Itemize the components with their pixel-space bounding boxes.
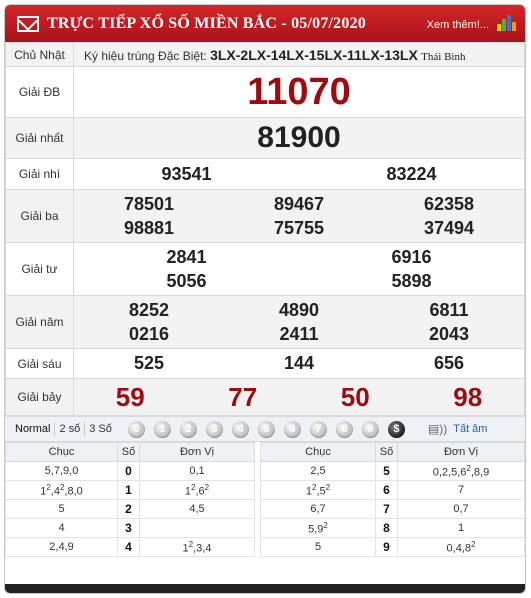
column-header: Số: [376, 443, 398, 462]
loto-row: [6, 538, 525, 557]
results-table: [5, 42, 525, 416]
special-code-value: 3LX-2LX-14LX-15LX-11LX-13LX: [210, 46, 418, 63]
digit-button[interactable]: 2: [180, 421, 197, 438]
prize-number: 2043: [428, 324, 470, 344]
loto-cell: 5: [261, 538, 376, 557]
digit-button[interactable]: 3: [206, 421, 223, 438]
prize-1-number: 81900: [74, 118, 525, 159]
loto-cell: 7: [398, 481, 525, 500]
loto-cell: $1^2,5^2$: [261, 481, 376, 500]
prize-number: 6811: [429, 300, 469, 320]
prize-number: 2841: [166, 247, 207, 267]
results-widget: [4, 4, 526, 594]
column-header: Đơn Vị: [398, 443, 525, 462]
prize-number: 62358: [423, 194, 475, 214]
filter-3-digits[interactable]: 3 Số: [89, 423, 112, 435]
loto-cell: [140, 519, 255, 538]
digit-button[interactable]: 9: [362, 421, 379, 438]
prize-number: 98881: [123, 218, 175, 238]
loto-cell: 6,7: [261, 500, 376, 519]
digit-button[interactable]: 1: [154, 421, 171, 438]
loto-head-digit: 3: [118, 519, 140, 538]
loto-head-digit: 1: [118, 481, 140, 500]
digit-button[interactable]: 5: [258, 421, 275, 438]
loto-cell: 0,7: [398, 500, 525, 519]
prize-number: 8252: [128, 300, 170, 320]
prize-number: 78501: [123, 194, 175, 214]
column-header: Chục: [261, 443, 376, 462]
loto-cell: 0,1: [140, 462, 255, 481]
digit-button[interactable]: 8: [336, 421, 353, 438]
loto-head-digit: 9: [376, 538, 398, 557]
prize-5-label: Giải năm: [6, 296, 74, 349]
prize-7-numbers: [74, 382, 524, 413]
prize-number: 6916: [391, 247, 432, 267]
prize-number: 656: [433, 353, 465, 373]
page-title: TRỰC TIẾP XỔ SỐ MIỀN BẮC - 05/07/2020: [47, 14, 366, 32]
prize-db-label: Giải ĐB: [6, 67, 74, 118]
loto-cell: $1^2,6^2$: [140, 481, 255, 500]
day-label: Chủ Nhật: [6, 43, 74, 67]
prize-number: 0216: [128, 324, 170, 344]
prize-7-label: Giải bảy: [6, 379, 74, 416]
loto-head-digit: 0: [118, 462, 140, 481]
see-more-link[interactable]: Xem thêm!...: [426, 19, 489, 31]
loto-head-digit: 7: [376, 500, 398, 519]
prize-number: 525: [133, 353, 165, 373]
prize-number: 93541: [161, 163, 212, 184]
prize-4-numbers: [74, 245, 524, 293]
loto-head-digit: 5: [376, 462, 398, 481]
loto-row: [6, 481, 525, 500]
loto-head-digit: 8: [376, 519, 398, 538]
loto-cell: 5: [6, 500, 118, 519]
loto-header-row: [6, 443, 525, 462]
prize-number: 75755: [273, 218, 325, 238]
loto-row: [6, 519, 525, 538]
loto-cell: $5,9^2$: [261, 519, 376, 538]
prize-number: 4890: [278, 300, 320, 320]
digit-selector: [128, 421, 414, 438]
digit-button[interactable]: 4: [232, 421, 249, 438]
digit-button[interactable]: 0: [128, 421, 145, 438]
prize-6-numbers: [74, 353, 524, 374]
prize-3-numbers: [74, 192, 524, 240]
prize-number: 2411: [279, 324, 319, 344]
prize-number: 98: [453, 381, 483, 412]
prize-number: 77: [228, 381, 258, 412]
digit-button[interactable]: 6: [284, 421, 301, 438]
filter-bar: [5, 416, 525, 442]
loto-cell: 1: [398, 519, 525, 538]
loto-row: [6, 500, 525, 519]
loto-cell: 0,2,5,6$^2$,8,9: [398, 462, 525, 481]
prize-2-numbers: [74, 164, 524, 185]
prize-2-label: Giải nhì: [6, 159, 74, 190]
prize-number: 50: [340, 381, 370, 412]
filter-normal[interactable]: Normal: [11, 422, 55, 436]
special-code-label: Ký hiệu trúng Đặc Biệt:: [84, 48, 207, 63]
column-header: Đơn Vị: [140, 443, 255, 462]
prize-6-label: Giải sáu: [6, 349, 74, 379]
loto-row: [6, 462, 525, 481]
prize-4-label: Giải tư: [6, 243, 74, 296]
loto-cell: $1^2,4^2,8,0$: [6, 481, 118, 500]
special-digit-icon[interactable]: $: [388, 421, 405, 438]
column-header: Số: [118, 443, 140, 462]
all-sound-link[interactable]: Tất âm: [453, 423, 488, 435]
loto-head-digit: 4: [118, 538, 140, 557]
speaker-icon[interactable]: ▤)): [427, 422, 448, 436]
loto-cell: 5,7,9,0: [6, 462, 118, 481]
prize-db-number: 11070: [74, 67, 525, 118]
footer-bar: [5, 584, 525, 593]
loto-cell: 2,4,9: [6, 538, 118, 557]
prize-3-label: Giải ba: [6, 190, 74, 243]
filter-2-digits[interactable]: 2 số: [55, 422, 85, 436]
loto-head-digit: 6: [376, 481, 398, 500]
loto-cell: 0,4,8$^2$: [398, 538, 525, 557]
loto-cell: 4: [6, 519, 118, 538]
loto-cell: 4,5: [140, 500, 255, 519]
loto-cell: 2,5: [261, 462, 376, 481]
prize-1-label: Giải nhất: [6, 118, 74, 159]
prize-number: 5056: [166, 271, 207, 291]
prize-number: 144: [283, 353, 315, 373]
prize-number: 59: [115, 381, 145, 412]
loto-body: [6, 462, 525, 557]
envelope-icon: [17, 16, 39, 32]
prize-number: 37494: [423, 218, 475, 238]
loto-head-digit: 2: [118, 500, 140, 519]
digit-button[interactable]: 7: [310, 421, 327, 438]
prize-5-numbers: [74, 298, 524, 346]
loto-table: [5, 442, 525, 557]
prize-number: 5898: [391, 271, 432, 291]
prize-number: 89467: [273, 194, 325, 214]
chart-icon[interactable]: [497, 15, 515, 31]
loto-cell: $1^2,3,4$: [140, 538, 255, 557]
special-code-row: [74, 43, 525, 67]
header: [5, 5, 525, 42]
column-header: Chục: [6, 443, 118, 462]
province: Thái Bình: [421, 50, 466, 63]
prize-number: 83224: [386, 163, 437, 184]
